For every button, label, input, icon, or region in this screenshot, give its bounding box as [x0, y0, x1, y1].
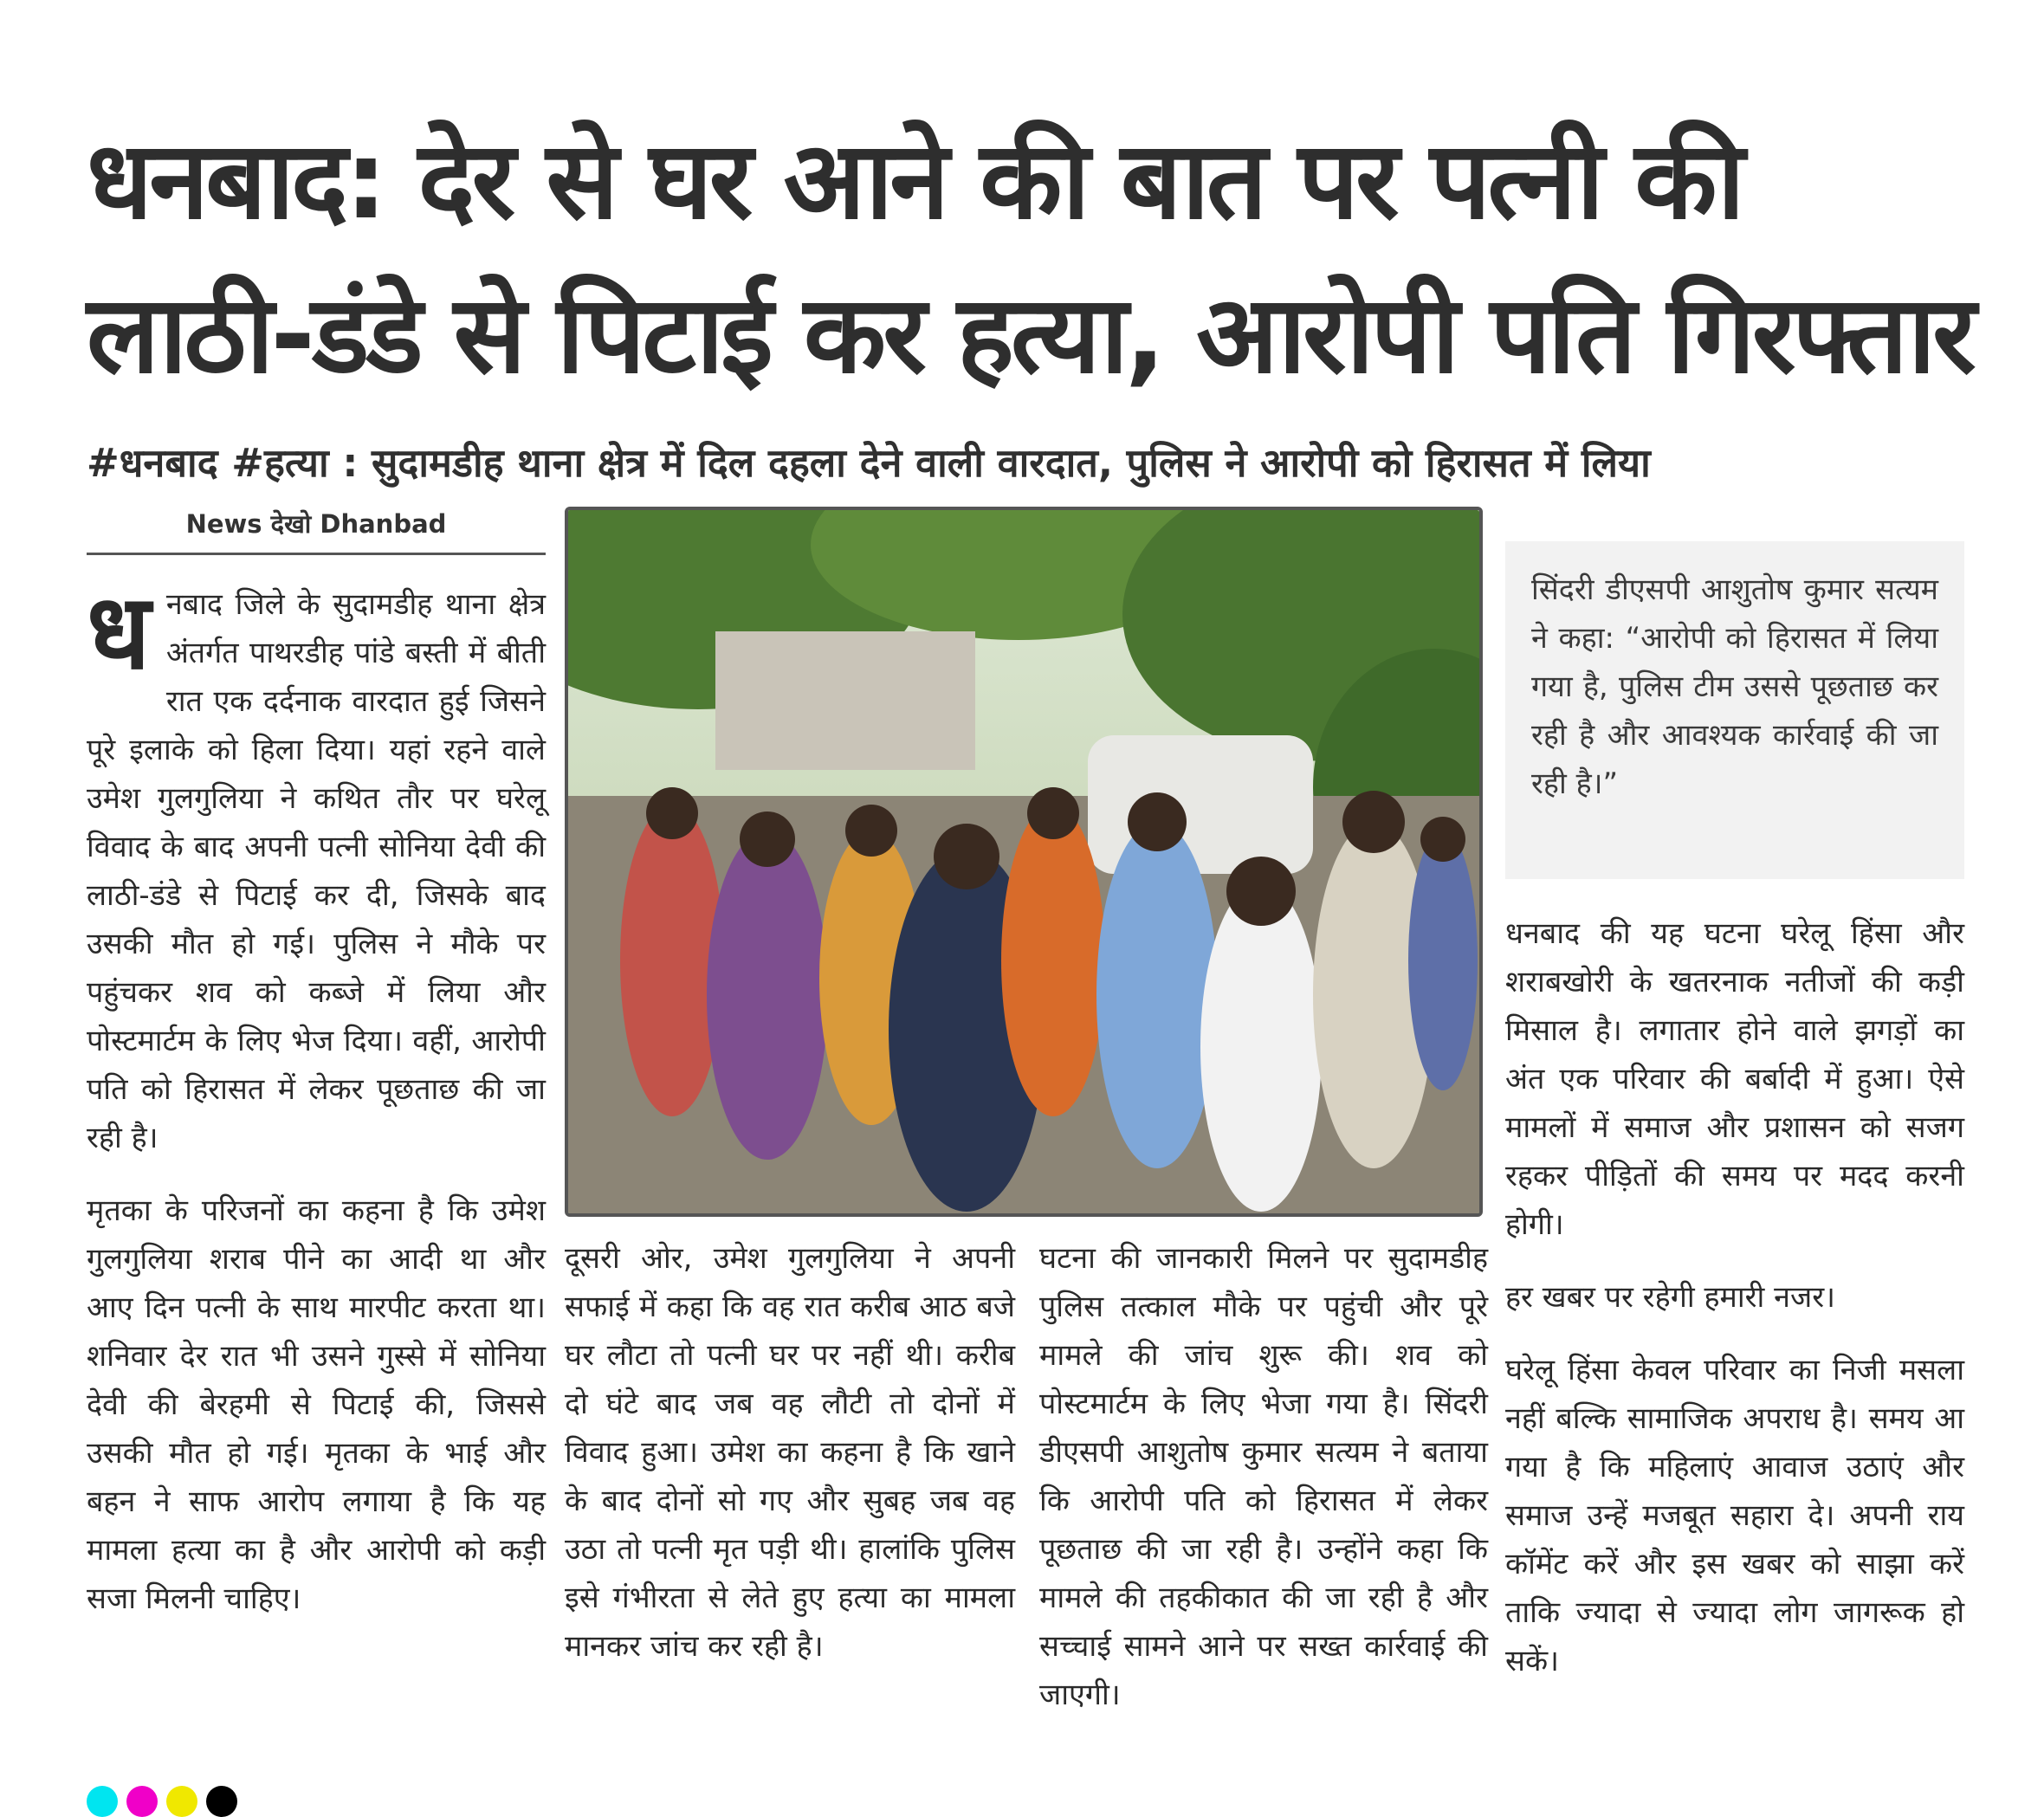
- paragraph-2: मृतका के परिजनों का कहना है कि उमेश गुलगुलिया शराब पीने का आदी था और आए दिन पत्नी के साथ मारपीट करता था। शनिवार देर रात भी उसने गुस्से में सोनिया देवी की बेरहमी से पिटाई की, जिससे उसकी मौत हो गई। मृतका के भाई और बहन ने साफ आरोप लगाया है कि यह मामला हत्या का है और आरोपी को कड़ी सजा मिलनी चाहिए।: [87, 1193, 546, 1616]
- article-column-4: [1505, 909, 1964, 1710]
- paragraph-1: [87, 572, 546, 1162]
- paragraph-3: दूसरी ओर, उमेश गुलगुलिया ने अपनी सफाई में कहा कि वह रात करीब आठ बजे घर लौटा तो पत्नी घर पर नहीं थी। करीब दो घंटे बाद जब वह लौटी तो दोनों में विवाद हुआ। उमेश का कहना है कि खाने के बाद दोनों सो गए और सुबह जब वह उठा तो पत्नी मृत पड़ी थी। हालांकि पुलिस इसे गंभीरता से लेते हुए हत्या का मामला मानकर जांच कर रही है।: [565, 1241, 1015, 1664]
- pull-quote: सिंदरी डीएसपी आशुतोष कुमार सत्यम ने कहा: “आरोपी को हिरासत में लिया गया है, पुलिस टीम उससे पूछताछ कर रही है और आवश्यक कार्रवाई की जा रही है।”: [1505, 541, 1964, 879]
- paragraph-7: घरेलू हिंसा केवल परिवार का निजी मसला नहीं बल्कि सामाजिक अपराध है। समय आ गया है कि महिलाएं आवाज उठाएं और समाज उन्हें मजबूत सहारा दे। अपनी राय कॉमेंट करें और इस खबर को साझा करें ताकि ज्यादा से ज्यादा लोग जागरूक हो सकें।: [1505, 1353, 1964, 1678]
- article-column-3: [1039, 1234, 1488, 1743]
- byline: News देखो Dhanbad: [87, 507, 546, 555]
- paragraph-1-text: नबाद जिले के सुदामडीह थाना क्षेत्र अंतर्गत पाथरडीह पांडे बस्ती में बीती रात एक दर्दनाक वारदात हुई जिसने पूरे इलाके को हिला दिया। यहां रहने वाले उमेश गुलगुलिया ने कथित तौर पर घरेलू विवाद के बाद अपनी पत्नी सोनिया देवी की लाठी-डंडे से पिटाई कर दी, जिसके बाद उसकी मौत हो गई। पुलिस ने मौके पर पहुंचकर शव को कब्जे में लिया और पोस्टमार्टम के लिए भेज दिया। वहीं, आरोपी पति को हिरासत में लेकर पूछताछ की जा रही है।: [87, 587, 546, 1155]
- drop-cap: ध: [87, 572, 151, 693]
- cyan-dot: [87, 1786, 118, 1817]
- subheadline: #धनबाद #हत्या : सुदामडीह थाना क्षेत्र में दिल दहला देने वाली वारदात, पुलिस ने आरोपी को हिरासत में लिया: [87, 440, 1651, 486]
- yellow-dot: [166, 1786, 197, 1817]
- crowd-photo-icon: [568, 510, 1479, 1213]
- magenta-dot: [126, 1786, 158, 1817]
- article-column-2: [565, 1234, 1015, 1695]
- news-photo: [565, 507, 1483, 1217]
- headline: धनबाद: देर से घर आने की बात पर पत्नी की लाठी-डंडे से पिटाई कर हत्या, आरोपी पति गिरफ्तार: [87, 119, 1973, 398]
- black-dot: [206, 1786, 237, 1817]
- cmyk-registration-marks: [87, 1786, 237, 1817]
- article-column-1: [87, 572, 546, 1647]
- paragraph-4: घटना की जानकारी मिलने पर सुदामडीह पुलिस तत्काल मौके पर पहुंची और पूरे मामले की जांच शुरू की। शव को पोस्टमार्टम के लिए भेजा गया है। सिंदरी डीएसपी आशुतोष कुमार सत्यम ने बताया कि आरोपी पति को हिरासत में लेकर पूछताछ की जा रही है। उन्होंने कहा कि मामले की तहकीकात की जा रही है और सच्चाई सामने आने पर सख्त कार्रवाई की जाएगी।: [1039, 1241, 1488, 1712]
- paragraph-6: हर खबर पर रहेगी हमारी नजर।: [1505, 1280, 1836, 1315]
- paragraph-5: धनबाद की यह घटना घरेलू हिंसा और शराबखोरी के खतरनाक नतीजों की कड़ी मिसाल है। लगातार होने वाले झगड़ों का अंत एक परिवार की बर्बादी में हुआ। ऐसे मामलों में समाज और प्रशासन को सजग रहकर पीड़ितों की समय पर मदद करनी होगी।: [1505, 916, 1964, 1242]
